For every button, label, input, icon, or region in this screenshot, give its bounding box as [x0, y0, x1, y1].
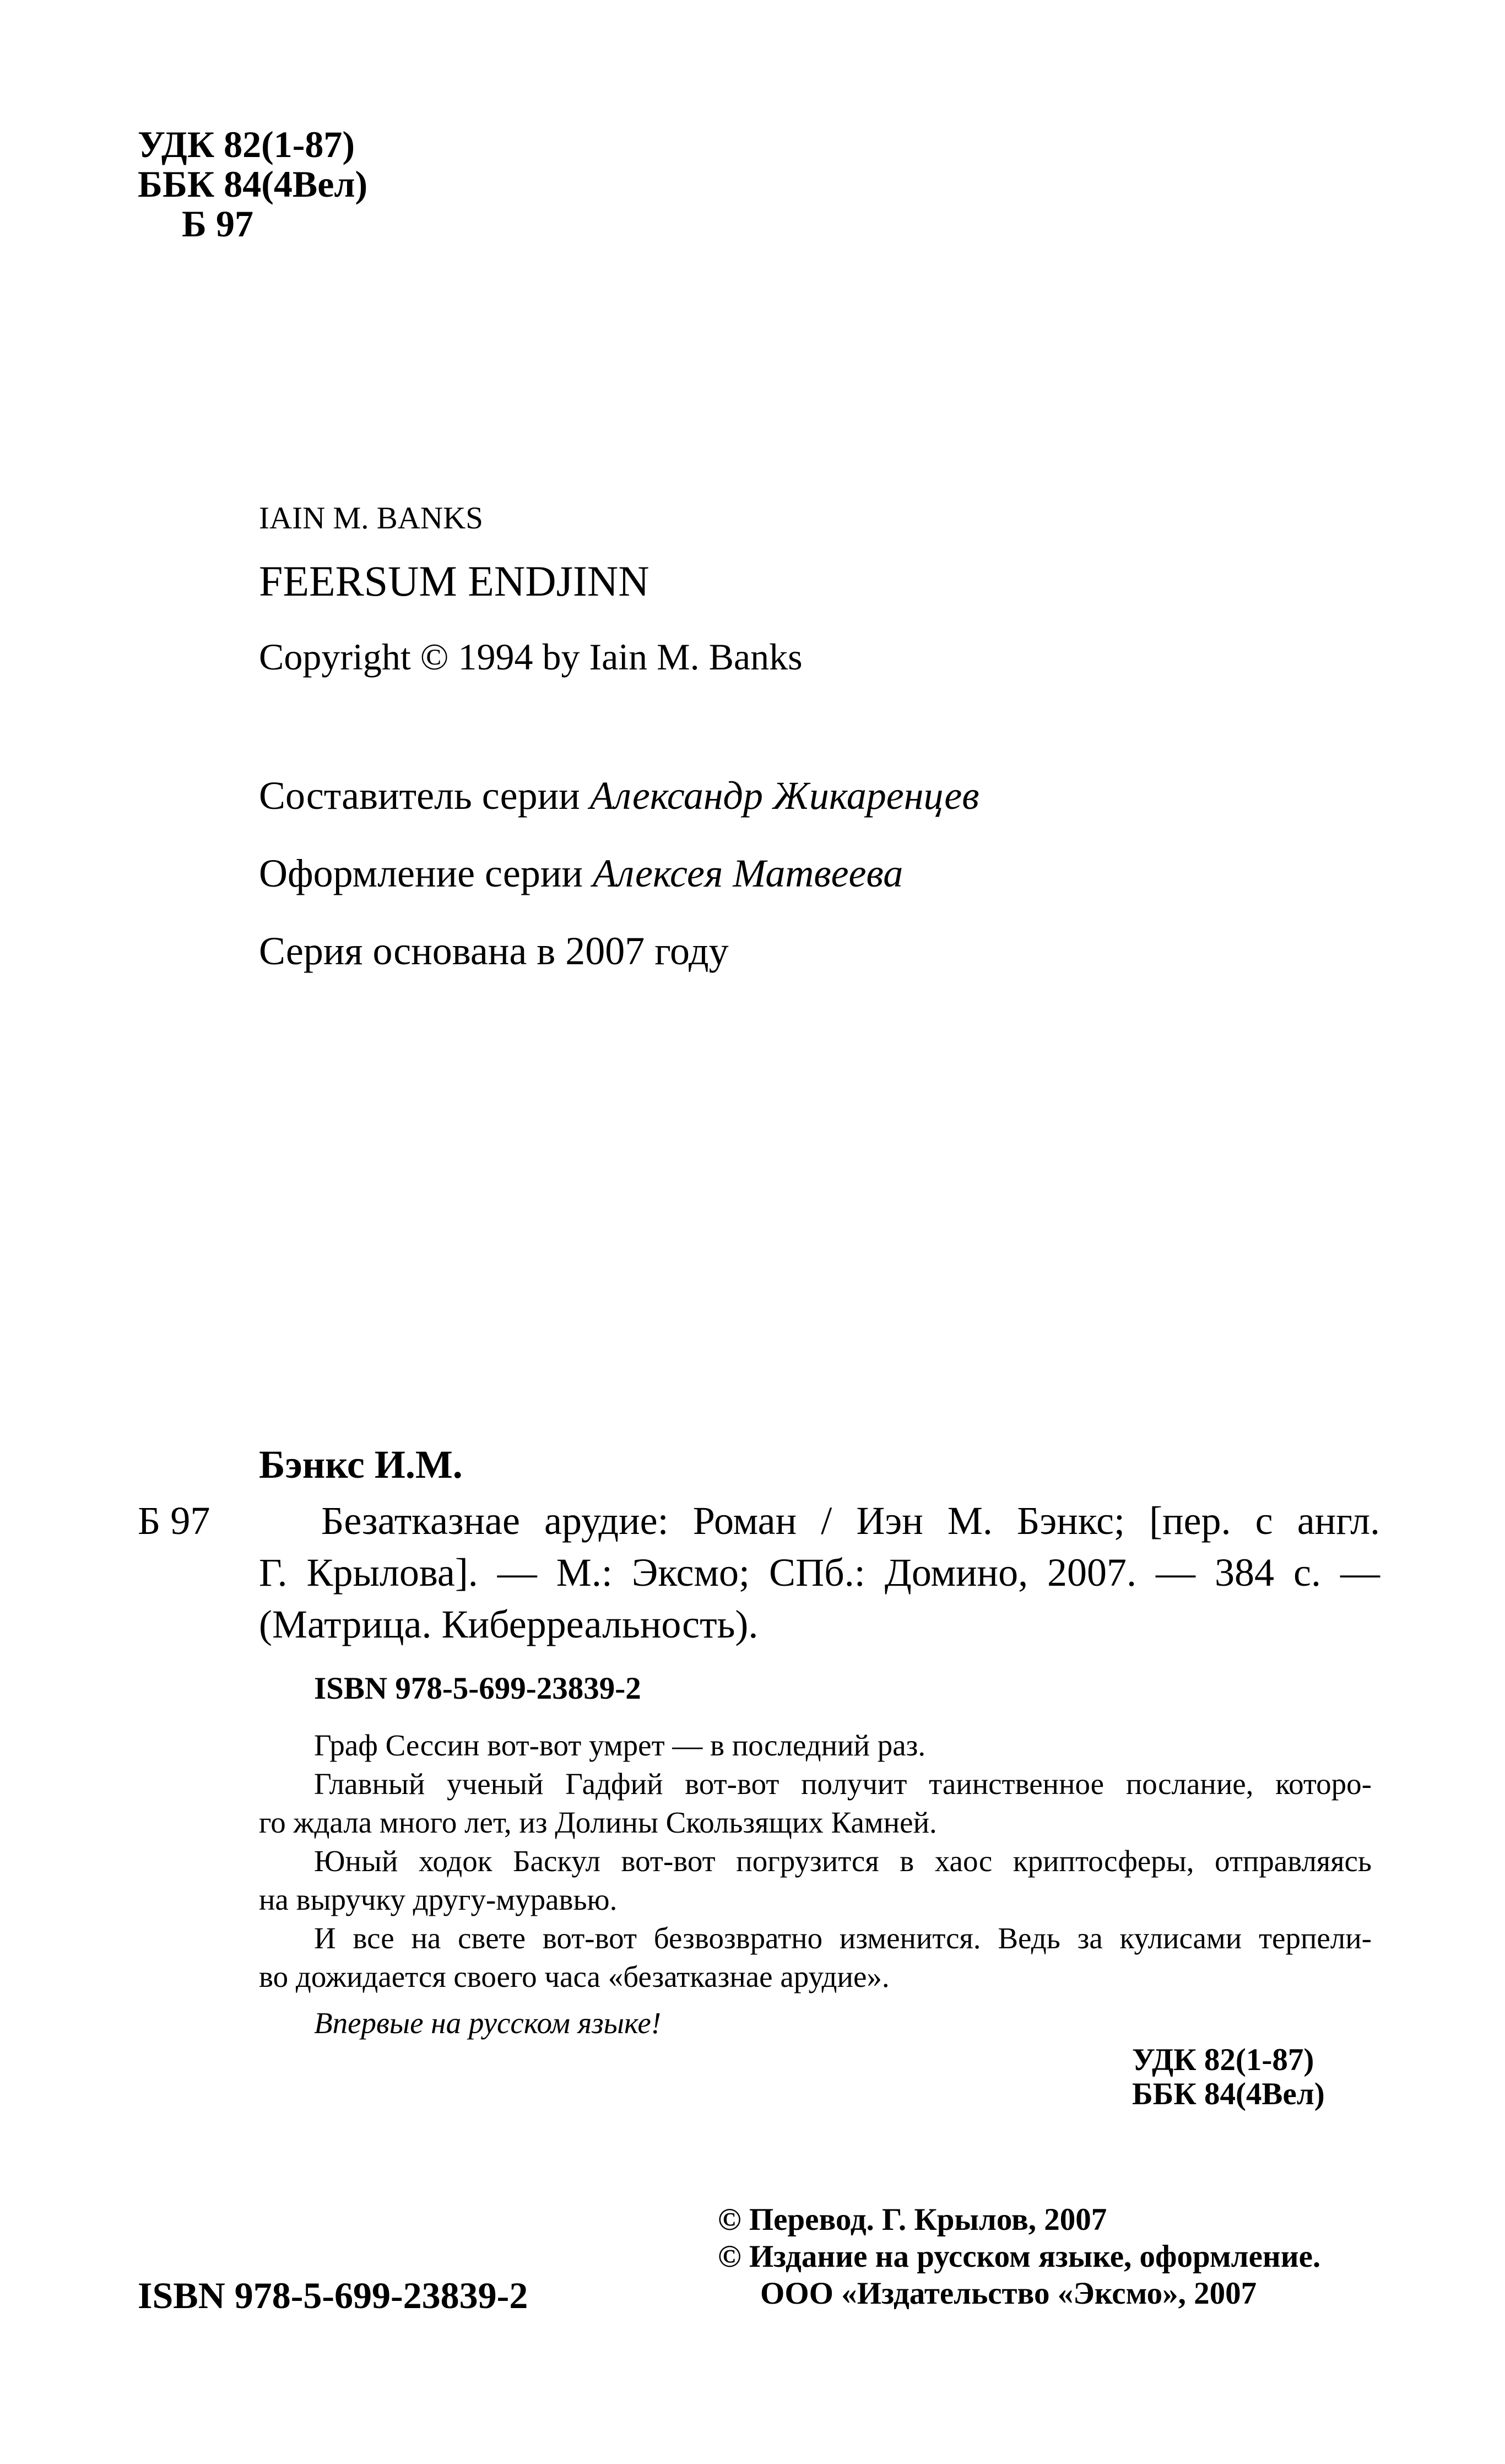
series-design-label: Оформление серии [259, 851, 593, 895]
annotation-line: во дожидается своего часа «безатказнае арудие». [259, 1960, 890, 1993]
catalog-author-mark: Б 97 [138, 1499, 210, 1543]
series-design [259, 853, 903, 893]
original-title: FEERSUM ENDJINN [259, 557, 649, 605]
catalog-line-3: (Матрица. Киберреальность). [259, 1602, 759, 1646]
catalog-isbn: ISBN 978-5-699-23839-2 [314, 1671, 641, 1706]
annotation-line: на выручку другу-муравью. [259, 1883, 618, 1916]
annotation-line: Граф Сессин вот-вот умрет — в последний раз. [314, 1728, 926, 1762]
annotation-line: Юный ходок Баскул вот-вот погрузится в хаос криптосферы, отправляясь [314, 1844, 1372, 1878]
translation-rights: © Перевод. Г. Крылов, 2007 [718, 2202, 1107, 2237]
series-compiler-name: Александр Жикаренцев [589, 774, 979, 818]
catalog-line-1: Безатказнае арудие: Роман / Иэн М. Бэнкс; [пер. с англ. [321, 1499, 1380, 1543]
bbk-code: ББК 84(4Вел) [138, 163, 368, 205]
author-mark: Б 97 [182, 203, 253, 245]
catalog-line-2: Г. Крылова]. — М.: Эксмо; СПб.: Домино, 2007. — 384 с. — [259, 1550, 1380, 1595]
udk-code: УДК 82(1-87) [138, 123, 355, 165]
annotation-line: Главный ученый Гадфий вот-вот получит таинственное послание, которо- [314, 1767, 1372, 1801]
annotation-line: го ждала много лет, из Долины Скользящих Камней. [259, 1806, 937, 1839]
series-design-name: Алексея Матвеева [592, 851, 903, 895]
series-compiler [259, 774, 979, 818]
series-compiler-label: Составитель серии [259, 774, 590, 818]
first-time-note: Впервые на русском языке! [314, 2006, 662, 2040]
bbk-code-bottom: ББК 84(4Вел) [1132, 2077, 1325, 2111]
udk-code-bottom: УДК 82(1-87) [1132, 2042, 1314, 2077]
isbn-bottom: ISBN 978-5-699-23839-2 [138, 2274, 528, 2316]
edition-rights-1: © Издание на русском языке, оформление. [718, 2239, 1321, 2274]
edition-rights-2: ООО «Издательство «Эксмо», 2007 [760, 2276, 1257, 2311]
catalog-author-heading: Бэнкс И.М. [259, 1442, 463, 1487]
original-author: IAIN M. BANKS [259, 501, 483, 536]
series-founded: Серия основана в 2007 году [259, 929, 729, 973]
copyright-line: Copyright © 1994 by Iain M. Banks [259, 636, 803, 678]
annotation-line: И все на свете вот-вот безвозвратно изменится. Ведь за кулисами терпели- [314, 1921, 1372, 1955]
